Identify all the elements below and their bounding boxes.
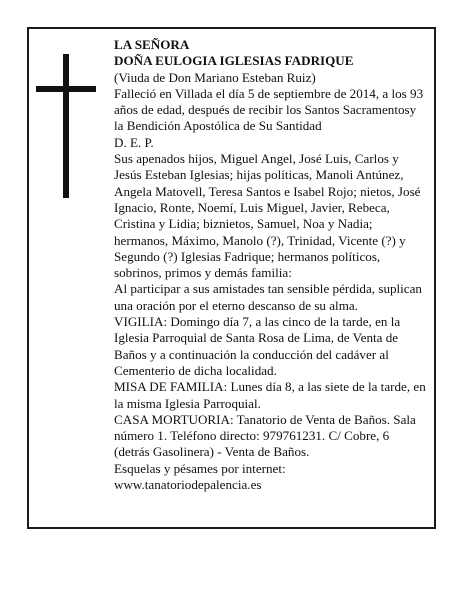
obituary-text xyxy=(114,37,428,493)
internet-label: Esquelas y pésames por internet: xyxy=(114,460,286,476)
website-link[interactable]: www.tanatoriodepalencia.es xyxy=(114,477,262,493)
cross-horizontal-bar xyxy=(36,86,96,92)
title: LA SEÑORA xyxy=(114,37,190,52)
cross-vertical-bar xyxy=(63,54,69,198)
vigil-info: VIGILIA: Domingo día 7, a las cinco de la tarde, en la Iglesia Parroquial de Santa Rosa de Lima, de Venta de Baños y a continuación la conducción del cadáver al Cementerio de dicha localidad. xyxy=(114,314,401,378)
family-mass-info: MISA DE FAMILIA: Lunes día 8, a las siete de la tarde, en la misma Iglesia Parroquial. xyxy=(114,379,426,411)
family-list: Sus apenados hijos, Miguel Angel, José Luis, Carlos y Jesús Esteban Iglesias; hijas políticas, Manoli Antúnez, Angela Matovell, Teresa Santos e Isabel Rojo; nietos, José Ignacio, Ronte, Noemí, Luis Miguel, Javier, Rebeca, Cristina y Lidia; biznietos, Samuel, Noa y Nadia; hermanos, Máximo, Manolo (?), Trinidad, Vicente (?) y Segundo (?) Iglesias Fadrique; hermanos políticos, sobrinos, primos y demás familia: xyxy=(114,151,421,281)
death-notice: Falleció en Villada el día 5 de septiembre de 2014, a los 93 años de edad, después de recibir los Santos Sacramentosy la Bendición Apostólica de Su Santidad xyxy=(114,85,424,134)
deceased-name: DOÑA EULOGIA IGLESIAS FADRIQUE xyxy=(114,53,354,69)
widow-line: (Viuda de Don Mariano Esteban Ruiz) xyxy=(114,69,316,85)
prayer-request: Al participar a sus amistades tan sensible pérdida, suplican una oración por el eterno descanso de su alma. xyxy=(114,281,422,313)
mortuary-info: CASA MORTUORIA: Tanatorio de Venta de Baños. Sala número 1. Teléfono directo: 979761231. C/ Cobre, 6 (detrás Gasolinera) - Venta de Baños. xyxy=(114,411,416,460)
dep-line: D. E. P. xyxy=(114,134,154,150)
